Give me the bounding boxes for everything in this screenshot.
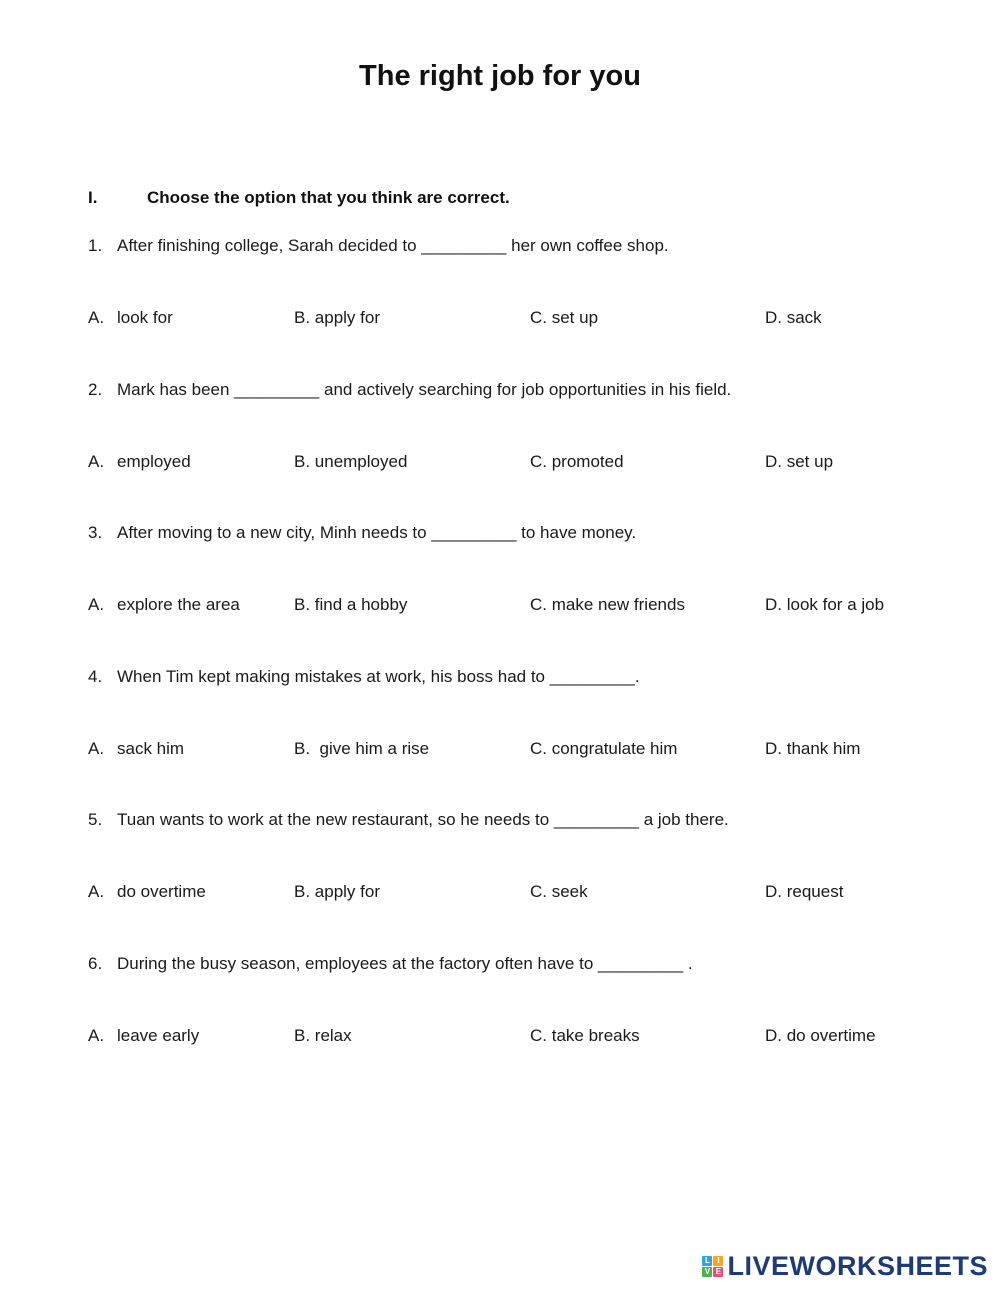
option-d[interactable]: D. sack <box>765 308 822 327</box>
question-text: Tuan wants to work at the new restaurant, so he needs to _________ a job there. <box>117 810 729 829</box>
logo-mark-letter: L <box>702 1256 712 1266</box>
option-a[interactable] <box>88 595 240 615</box>
option-d[interactable]: D. thank him <box>765 739 861 758</box>
option-b[interactable]: B. unemployed <box>294 452 408 471</box>
option-a[interactable] <box>88 308 173 328</box>
options-2 <box>88 452 938 476</box>
option-b[interactable]: B. apply for <box>294 882 380 901</box>
option-a[interactable] <box>88 452 191 472</box>
logo-mark-letter: E <box>713 1267 723 1277</box>
question-text: After moving to a new city, Minh needs to _________ to have money. <box>117 523 637 542</box>
question-number: 1. <box>88 236 103 255</box>
option-a-text: leave early <box>117 1026 200 1045</box>
question-4 <box>88 667 640 687</box>
option-a-label: A. <box>88 882 105 901</box>
option-a-text: look for <box>117 308 173 327</box>
option-a[interactable] <box>88 1026 199 1046</box>
option-a-text: sack him <box>117 739 185 758</box>
option-a-label: A. <box>88 739 105 758</box>
question-text: During the busy season, employees at the factory often have to _________ . <box>117 954 693 973</box>
option-d[interactable]: D. look for a job <box>765 595 885 614</box>
logo-mark-icon <box>702 1256 723 1277</box>
question-text: When Tim kept making mistakes at work, his boss had to _________. <box>117 667 640 686</box>
question-number: 5. <box>88 810 103 829</box>
option-d[interactable]: D. do overtime <box>765 1026 876 1045</box>
option-a-label: A. <box>88 1026 105 1045</box>
logo-mark-letter: I <box>713 1256 723 1266</box>
question-3 <box>88 523 636 543</box>
option-c[interactable]: C. congratulate him <box>530 739 678 758</box>
option-c[interactable]: C. make new friends <box>530 595 685 614</box>
option-d[interactable]: D. set up <box>765 452 834 471</box>
question-text: After finishing college, Sarah decided to _________ her own coffee shop. <box>117 236 669 255</box>
question-6 <box>88 954 693 974</box>
question-number: 4. <box>88 667 103 686</box>
worksheet-title: The right job for you <box>359 60 641 92</box>
option-c[interactable]: C. take breaks <box>530 1026 640 1045</box>
section-heading <box>88 188 510 208</box>
question-text: Mark has been _________ and actively searching for job opportunities in his field. <box>117 380 732 399</box>
section-number: I. <box>88 188 98 207</box>
option-a-label: A. <box>88 308 105 327</box>
option-a-label: A. <box>88 595 105 614</box>
question-number: 6. <box>88 954 103 973</box>
question-number: 3. <box>88 523 103 542</box>
liveworksheets-logo <box>702 1251 988 1282</box>
question-1 <box>88 236 669 256</box>
options-6 <box>88 1026 938 1050</box>
question-number: 2. <box>88 380 103 399</box>
logo-mark-letter: V <box>702 1267 712 1277</box>
option-c[interactable]: C. seek <box>530 882 588 901</box>
options-3 <box>88 595 938 619</box>
option-c[interactable]: C. promoted <box>530 452 624 471</box>
section-instruction: Choose the option that you think are correct. <box>147 188 510 207</box>
option-a-text: do overtime <box>117 882 206 901</box>
logo-text: LIVEWORKSHEETS <box>727 1251 988 1281</box>
option-d[interactable]: D. request <box>765 882 844 901</box>
question-5 <box>88 810 729 830</box>
option-b[interactable]: B. relax <box>294 1026 352 1045</box>
options-4 <box>88 739 938 763</box>
option-c[interactable]: C. set up <box>530 308 599 327</box>
option-b[interactable]: B. find a hobby <box>294 595 408 614</box>
option-a[interactable] <box>88 739 184 759</box>
options-1 <box>88 308 938 332</box>
option-a-text: explore the area <box>117 595 240 614</box>
option-a-label: A. <box>88 452 105 471</box>
option-a[interactable] <box>88 882 206 902</box>
options-5 <box>88 882 938 906</box>
option-b[interactable]: B. apply for <box>294 308 380 327</box>
option-b[interactable]: B. give him a rise <box>294 739 430 758</box>
question-2 <box>88 380 731 400</box>
option-a-text: employed <box>117 452 191 471</box>
